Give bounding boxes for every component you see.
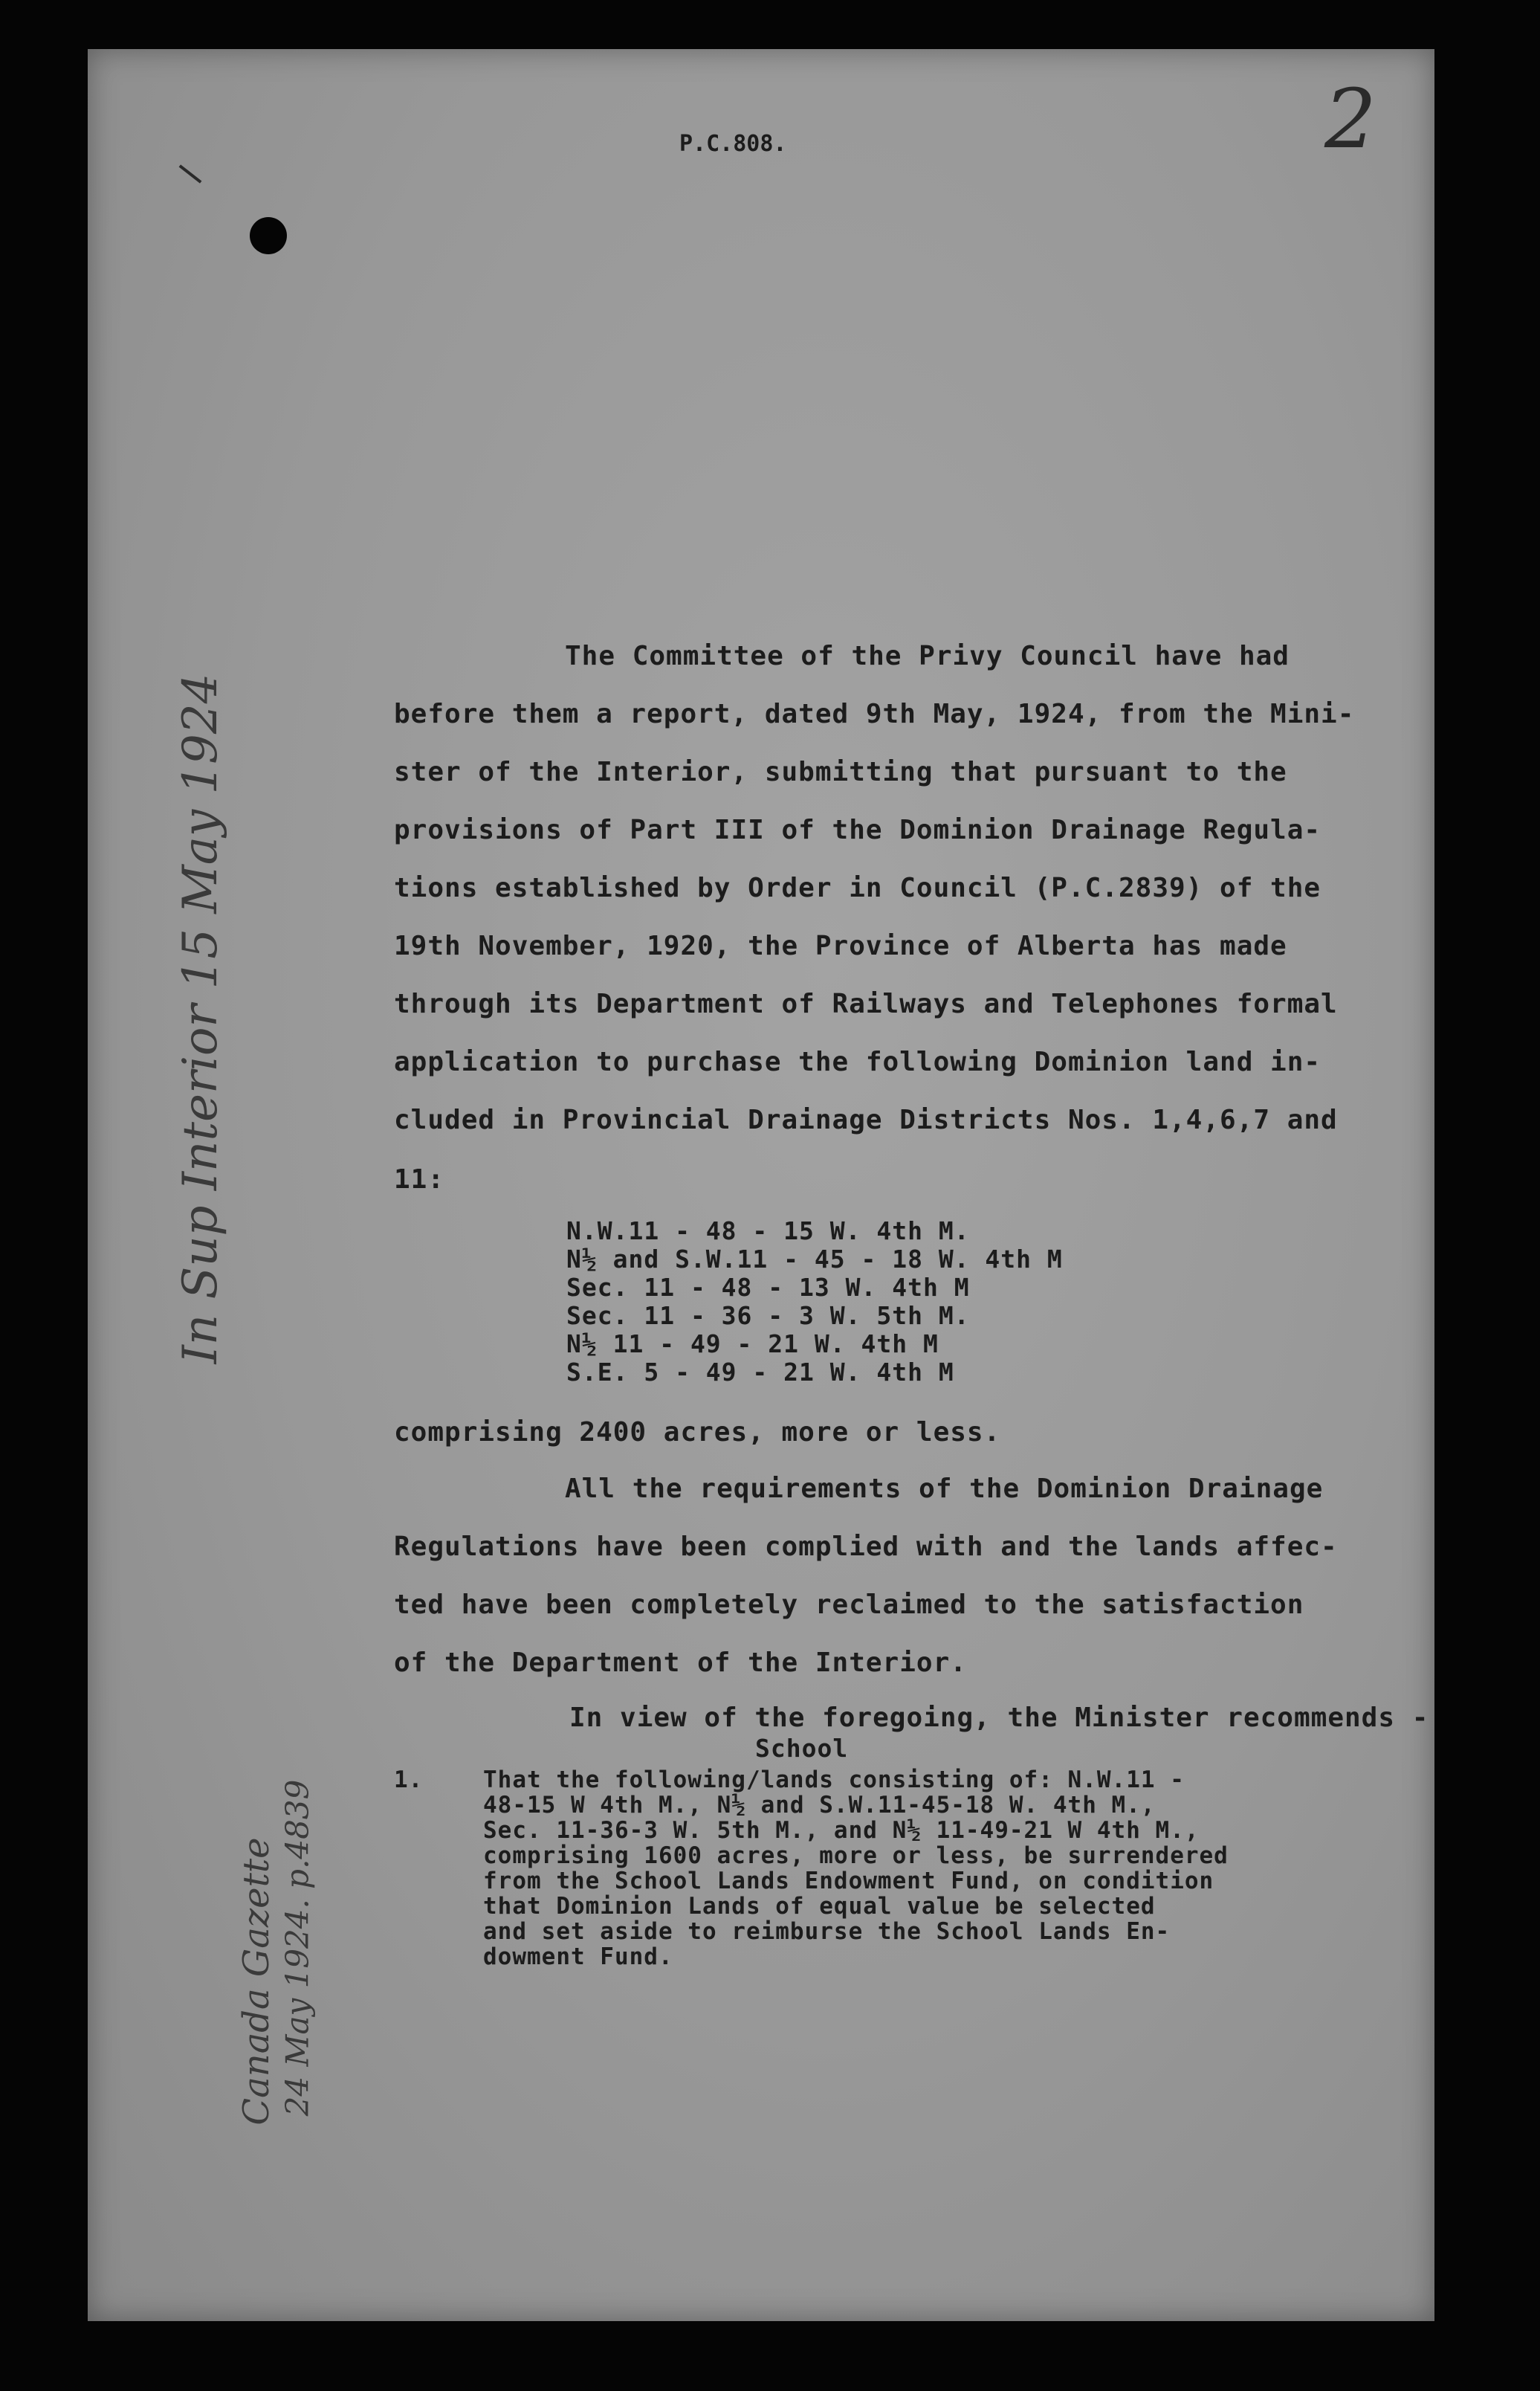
handwritten-margin-note: In Sup Interior 15 May 1924	[173, 673, 228, 1364]
paragraph-line: application to purchase the following Dominion land in-	[394, 1047, 1321, 1077]
land-description: Sec. 11 - 36 - 3 W. 5th M.	[566, 1301, 970, 1330]
recommendation-line: that Dominion Lands of equal value be selected	[483, 1893, 1156, 1920]
paragraph-line: through its Department of Railways and Telephones formal	[394, 989, 1338, 1019]
land-description: N½ 11 - 49 - 21 W. 4th M	[566, 1329, 939, 1358]
paragraph-line: provisions of Part III of the Dominion Drainage Regula-	[394, 815, 1321, 845]
handwritten-gazette-note: Canada Gazette	[236, 1837, 277, 2126]
recommendation-line: Sec. 11-36-3 W. 5th M., and N½ 11-49-21 W 4th M.,	[483, 1817, 1200, 1844]
paragraph-line: before them a report, dated 9th May, 1924, from the Mini-	[394, 699, 1355, 729]
recommendation-line: 48-15 W 4th M., N½ and S.W.11-45-18 W. 4th M.,	[483, 1792, 1156, 1819]
land-description: S.E. 5 - 49 - 21 W. 4th M	[566, 1358, 954, 1387]
recommendation-line: and set aside to reimburse the School Lands En-	[483, 1918, 1171, 1945]
paragraph-line: The Committee of the Privy Council have had	[565, 641, 1290, 671]
paragraph-line: comprising 2400 acres, more or less.	[394, 1417, 1001, 1448]
paragraph-line: 19th November, 1920, the Province of Alberta has made	[394, 931, 1287, 961]
punch-hole	[250, 217, 287, 254]
land-description: Sec. 11 - 48 - 13 W. 4th M	[566, 1273, 970, 1302]
handwritten-gazette-date: 24 May 1924. p.4839	[279, 1779, 316, 2117]
paragraph-line: tions established by Order in Council (P.C.2839) of the	[394, 873, 1321, 903]
paragraph-line: In view of the foregoing, the Minister recommends -	[569, 1703, 1429, 1733]
doc-number: P.C.808.	[679, 131, 787, 157]
page-number: 2	[1324, 71, 1376, 167]
recommendation-number: 1.	[394, 1766, 424, 1793]
paragraph-line: All the requirements of the Dominion Drainage	[565, 1474, 1324, 1504]
paragraph-line: ted have been completely reclaimed to the satisfaction	[394, 1590, 1304, 1620]
recommendation-line: comprising 1600 acres, more or less, be surrendered	[483, 1842, 1229, 1869]
insertion-text: School	[755, 1734, 849, 1763]
land-description: N½ and S.W.11 - 45 - 18 W. 4th M	[566, 1245, 1063, 1274]
recommendation-line: from the School Lands Endowment Fund, on condition	[483, 1868, 1214, 1894]
paragraph-line: Regulations have been complied with and the lands affec-	[394, 1532, 1338, 1562]
paragraph-line: of the Department of the Interior.	[394, 1648, 967, 1678]
land-description: N.W.11 - 48 - 15 W. 4th M.	[566, 1216, 970, 1245]
recommendation-line: That the following/lands consisting of: N.W.11 -	[483, 1766, 1185, 1793]
recommendation-line: dowment Fund.	[483, 1943, 673, 1970]
paragraph-line: ster of the Interior, submitting that pursuant to the	[394, 757, 1287, 787]
paragraph-line: 11:	[394, 1164, 445, 1195]
paragraph-line: cluded in Provincial Drainage Districts Nos. 1,4,6,7 and	[394, 1105, 1338, 1135]
